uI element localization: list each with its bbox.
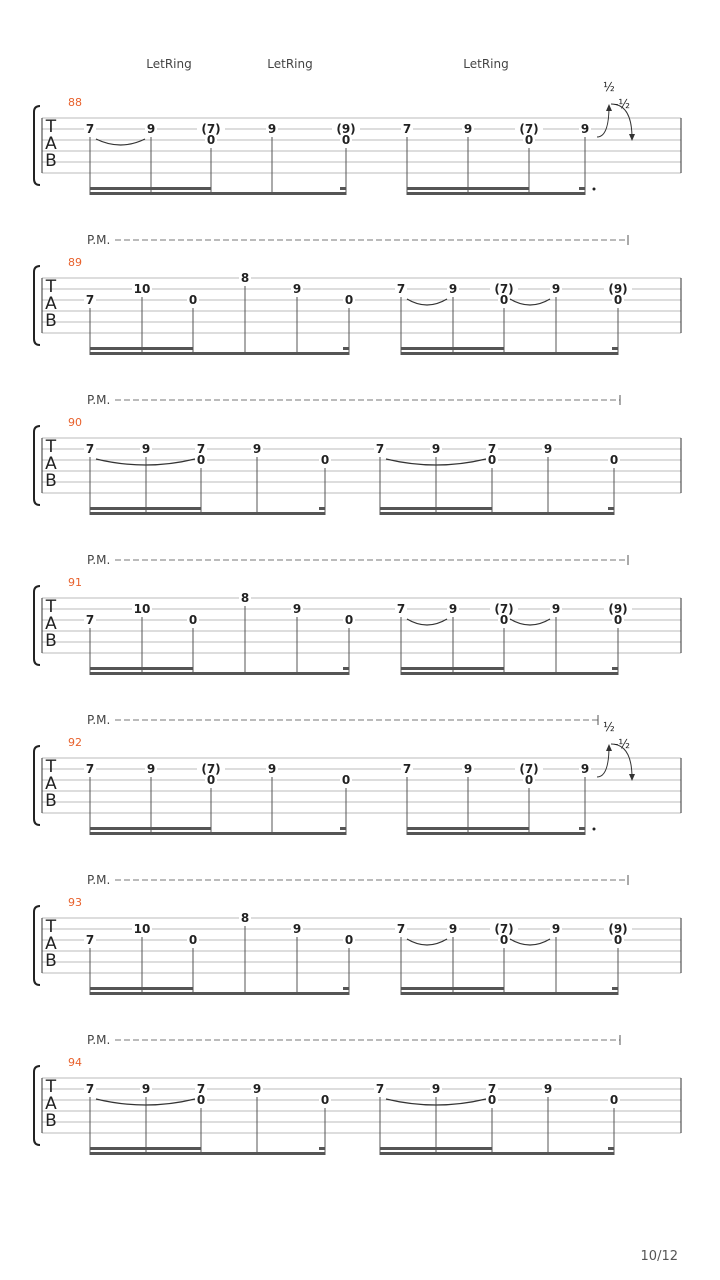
fret-number: 0 xyxy=(188,613,198,627)
fret-number: 0 xyxy=(341,133,351,147)
fret-number: 8 xyxy=(240,591,250,605)
beam-flag xyxy=(612,667,618,670)
fret-number: 8 xyxy=(240,911,250,925)
beam-flag xyxy=(319,507,325,510)
tab-clef-letter: A xyxy=(45,134,57,154)
fret-number: 7 xyxy=(396,922,406,936)
beam-secondary xyxy=(90,987,193,990)
bend-arrow xyxy=(606,744,612,751)
tab-clef-letter: T xyxy=(45,757,57,777)
beam-primary xyxy=(90,192,346,195)
beam-secondary xyxy=(407,187,529,190)
measure-number: 92 xyxy=(68,736,82,749)
fret-number: 7 xyxy=(402,122,412,136)
beam-secondary xyxy=(90,187,211,190)
system-bracket xyxy=(34,426,40,505)
fret-number: 10 xyxy=(133,282,151,296)
fret-number: 7 xyxy=(196,1082,206,1096)
fret-number: 9 xyxy=(543,1082,553,1096)
fret-number: 9 xyxy=(463,122,473,136)
system-bracket xyxy=(34,906,40,985)
beam-flag xyxy=(579,827,585,830)
fret-number: 0 xyxy=(188,933,198,947)
fret-number: 0 xyxy=(613,613,623,627)
fret-number: 9 xyxy=(551,282,561,296)
fret-number: 9 xyxy=(267,762,277,776)
system-bracket xyxy=(34,586,40,665)
fret-number: 7 xyxy=(375,442,385,456)
fret-number: 0 xyxy=(487,453,497,467)
fret-number: 7 xyxy=(85,613,95,627)
fret-number: 0 xyxy=(344,933,354,947)
fret-number: 10 xyxy=(133,602,151,616)
fret-number: (7) xyxy=(519,762,539,776)
fret-number: 7 xyxy=(85,1082,95,1096)
measure-number: 90 xyxy=(68,416,82,429)
fret-number: (9) xyxy=(336,122,356,136)
beam-primary xyxy=(380,1152,614,1155)
fret-number: 0 xyxy=(341,773,351,787)
fret-number: 9 xyxy=(463,762,473,776)
beam-flag xyxy=(343,347,349,350)
fret-number: 0 xyxy=(196,453,206,467)
beam-primary xyxy=(401,672,618,675)
tab-system-88 xyxy=(34,57,681,195)
beam-secondary xyxy=(401,987,504,990)
release-amount: -½ xyxy=(614,97,630,111)
beam-primary xyxy=(401,352,618,355)
beam-primary xyxy=(90,352,349,355)
fret-number: 9 xyxy=(580,762,590,776)
beam-primary xyxy=(90,1152,325,1155)
beam-primary xyxy=(407,192,585,195)
let-ring-label: LetRing xyxy=(267,57,313,71)
beam-secondary xyxy=(90,347,193,350)
palm-mute-label: P.M. xyxy=(87,873,111,887)
fret-number: 0 xyxy=(524,773,534,787)
beam-flag xyxy=(343,987,349,990)
fret-number: 9 xyxy=(141,1082,151,1096)
fret-number: 0 xyxy=(206,133,216,147)
tab-clef-letter: A xyxy=(45,774,57,794)
fret-number: 9 xyxy=(141,442,151,456)
tab-clef-letter: B xyxy=(45,471,57,491)
tab-clef-letter: B xyxy=(45,631,57,651)
tab-system-94 xyxy=(34,1033,681,1155)
beam-secondary xyxy=(90,667,193,670)
fret-number: 0 xyxy=(344,613,354,627)
tab-clef-letter: B xyxy=(45,311,57,331)
beam-flag xyxy=(343,667,349,670)
tab-system-93 xyxy=(34,873,681,995)
bend-amount: ½ xyxy=(603,80,615,94)
beam-flag xyxy=(608,507,614,510)
fret-number: 7 xyxy=(402,762,412,776)
tab-system-92 xyxy=(34,713,681,835)
fret-number: 9 xyxy=(267,122,277,136)
fret-number: (9) xyxy=(608,922,628,936)
fret-number: 0 xyxy=(609,453,619,467)
fret-number: 7 xyxy=(487,442,497,456)
fret-number: 9 xyxy=(431,1082,441,1096)
fret-number: 9 xyxy=(146,122,156,136)
fret-number: (7) xyxy=(201,122,221,136)
fret-number: 0 xyxy=(320,453,330,467)
fret-number: (9) xyxy=(608,282,628,296)
fret-number: (7) xyxy=(494,282,514,296)
tab-clef-letter: A xyxy=(45,1094,57,1114)
beam-primary xyxy=(90,992,349,995)
fret-number: 7 xyxy=(85,293,95,307)
tab-clef-letter: T xyxy=(45,437,57,457)
fret-number: 0 xyxy=(499,933,509,947)
fret-number: 7 xyxy=(85,442,95,456)
palm-mute-label: P.M. xyxy=(87,393,111,407)
tab-clef-letter: T xyxy=(45,1077,57,1097)
tab-clef-letter: T xyxy=(45,597,57,617)
fret-number: 9 xyxy=(551,922,561,936)
tab-clef-letter: B xyxy=(45,791,57,811)
tab-system-90 xyxy=(34,393,681,515)
fret-number: 9 xyxy=(252,1082,262,1096)
beam-secondary xyxy=(90,827,211,830)
beam-flag xyxy=(340,827,346,830)
measure-number: 89 xyxy=(68,256,82,269)
tab-clef-letter: T xyxy=(45,917,57,937)
beam-secondary xyxy=(407,827,529,830)
dot xyxy=(593,188,596,191)
fret-number: 9 xyxy=(580,122,590,136)
fret-number: 0 xyxy=(524,133,534,147)
fret-number: (7) xyxy=(494,602,514,616)
let-ring-label: LetRing xyxy=(146,57,192,71)
measure-number: 88 xyxy=(68,96,82,109)
beam-flag xyxy=(612,987,618,990)
beam-primary xyxy=(407,832,585,835)
fret-number: 9 xyxy=(292,922,302,936)
palm-mute-label: P.M. xyxy=(87,553,111,567)
fret-number: (7) xyxy=(201,762,221,776)
tab-clef-letter: A xyxy=(45,614,57,634)
fret-number: (7) xyxy=(494,922,514,936)
fret-number: 9 xyxy=(448,602,458,616)
measure-number: 94 xyxy=(68,1056,82,1069)
fret-number: 7 xyxy=(196,442,206,456)
dot xyxy=(593,828,596,831)
fret-number: 8 xyxy=(240,271,250,285)
measure-number: 93 xyxy=(68,896,82,909)
beam-primary xyxy=(90,832,346,835)
tab-system-91 xyxy=(34,553,681,675)
let-ring-label: LetRing xyxy=(463,57,509,71)
beam-flag xyxy=(340,187,346,190)
fret-number: 9 xyxy=(543,442,553,456)
fret-number: 9 xyxy=(252,442,262,456)
fret-number: 0 xyxy=(499,613,509,627)
system-bracket xyxy=(34,106,40,185)
system-bracket xyxy=(34,746,40,825)
fret-number: 0 xyxy=(206,773,216,787)
beam-secondary xyxy=(401,667,504,670)
palm-mute-label: P.M. xyxy=(87,233,111,247)
tab-system-89 xyxy=(34,233,681,355)
fret-number: 7 xyxy=(85,933,95,947)
beam-secondary xyxy=(90,1147,201,1150)
beam-primary xyxy=(401,992,618,995)
fret-number: 0 xyxy=(188,293,198,307)
beam-secondary xyxy=(380,507,492,510)
fret-number: 9 xyxy=(146,762,156,776)
palm-mute-label: P.M. xyxy=(87,713,111,727)
palm-mute-label: P.M. xyxy=(87,1033,111,1047)
fret-number: (7) xyxy=(519,122,539,136)
tab-clef-letter: B xyxy=(45,951,57,971)
fret-number: 7 xyxy=(85,762,95,776)
bend-arrow xyxy=(606,104,612,111)
fret-number: 10 xyxy=(133,922,151,936)
bend-amount: ½ xyxy=(603,720,615,734)
fret-number: 9 xyxy=(551,602,561,616)
tab-clef-letter: T xyxy=(45,117,57,137)
beam-flag xyxy=(612,347,618,350)
fret-number: 7 xyxy=(396,282,406,296)
fret-number: 0 xyxy=(320,1093,330,1107)
tab-clef-letter: A xyxy=(45,294,57,314)
tab-clef-letter: B xyxy=(45,151,57,171)
fret-number: 0 xyxy=(487,1093,497,1107)
system-bracket xyxy=(34,1066,40,1145)
beam-secondary xyxy=(401,347,504,350)
beam-secondary xyxy=(380,1147,492,1150)
beam-flag xyxy=(579,187,585,190)
measure-number: 91 xyxy=(68,576,82,589)
fret-number: 7 xyxy=(487,1082,497,1096)
fret-number: 7 xyxy=(375,1082,385,1096)
fret-number: 9 xyxy=(431,442,441,456)
fret-number: 0 xyxy=(613,933,623,947)
fret-number: 0 xyxy=(344,293,354,307)
tab-clef-letter: T xyxy=(45,277,57,297)
fret-number: 9 xyxy=(292,602,302,616)
fret-number: 0 xyxy=(196,1093,206,1107)
fret-number: (9) xyxy=(608,602,628,616)
fret-number: 9 xyxy=(448,282,458,296)
fret-number: 9 xyxy=(292,282,302,296)
fret-number: 7 xyxy=(396,602,406,616)
fret-number: 0 xyxy=(609,1093,619,1107)
fret-number: 7 xyxy=(85,122,95,136)
beam-primary xyxy=(90,672,349,675)
system-bracket xyxy=(34,266,40,345)
page-number: 10/12 xyxy=(640,1249,678,1264)
beam-primary xyxy=(90,512,325,515)
fret-number: 0 xyxy=(499,293,509,307)
beam-secondary xyxy=(90,507,201,510)
beam-primary xyxy=(380,512,614,515)
fret-number: 9 xyxy=(448,922,458,936)
tab-clef-letter: A xyxy=(45,934,57,954)
beam-flag xyxy=(319,1147,325,1150)
tab-clef-letter: B xyxy=(45,1111,57,1131)
release-amount: -½ xyxy=(614,737,630,751)
beam-flag xyxy=(608,1147,614,1150)
tab-clef-letter: A xyxy=(45,454,57,474)
fret-number: 0 xyxy=(613,293,623,307)
